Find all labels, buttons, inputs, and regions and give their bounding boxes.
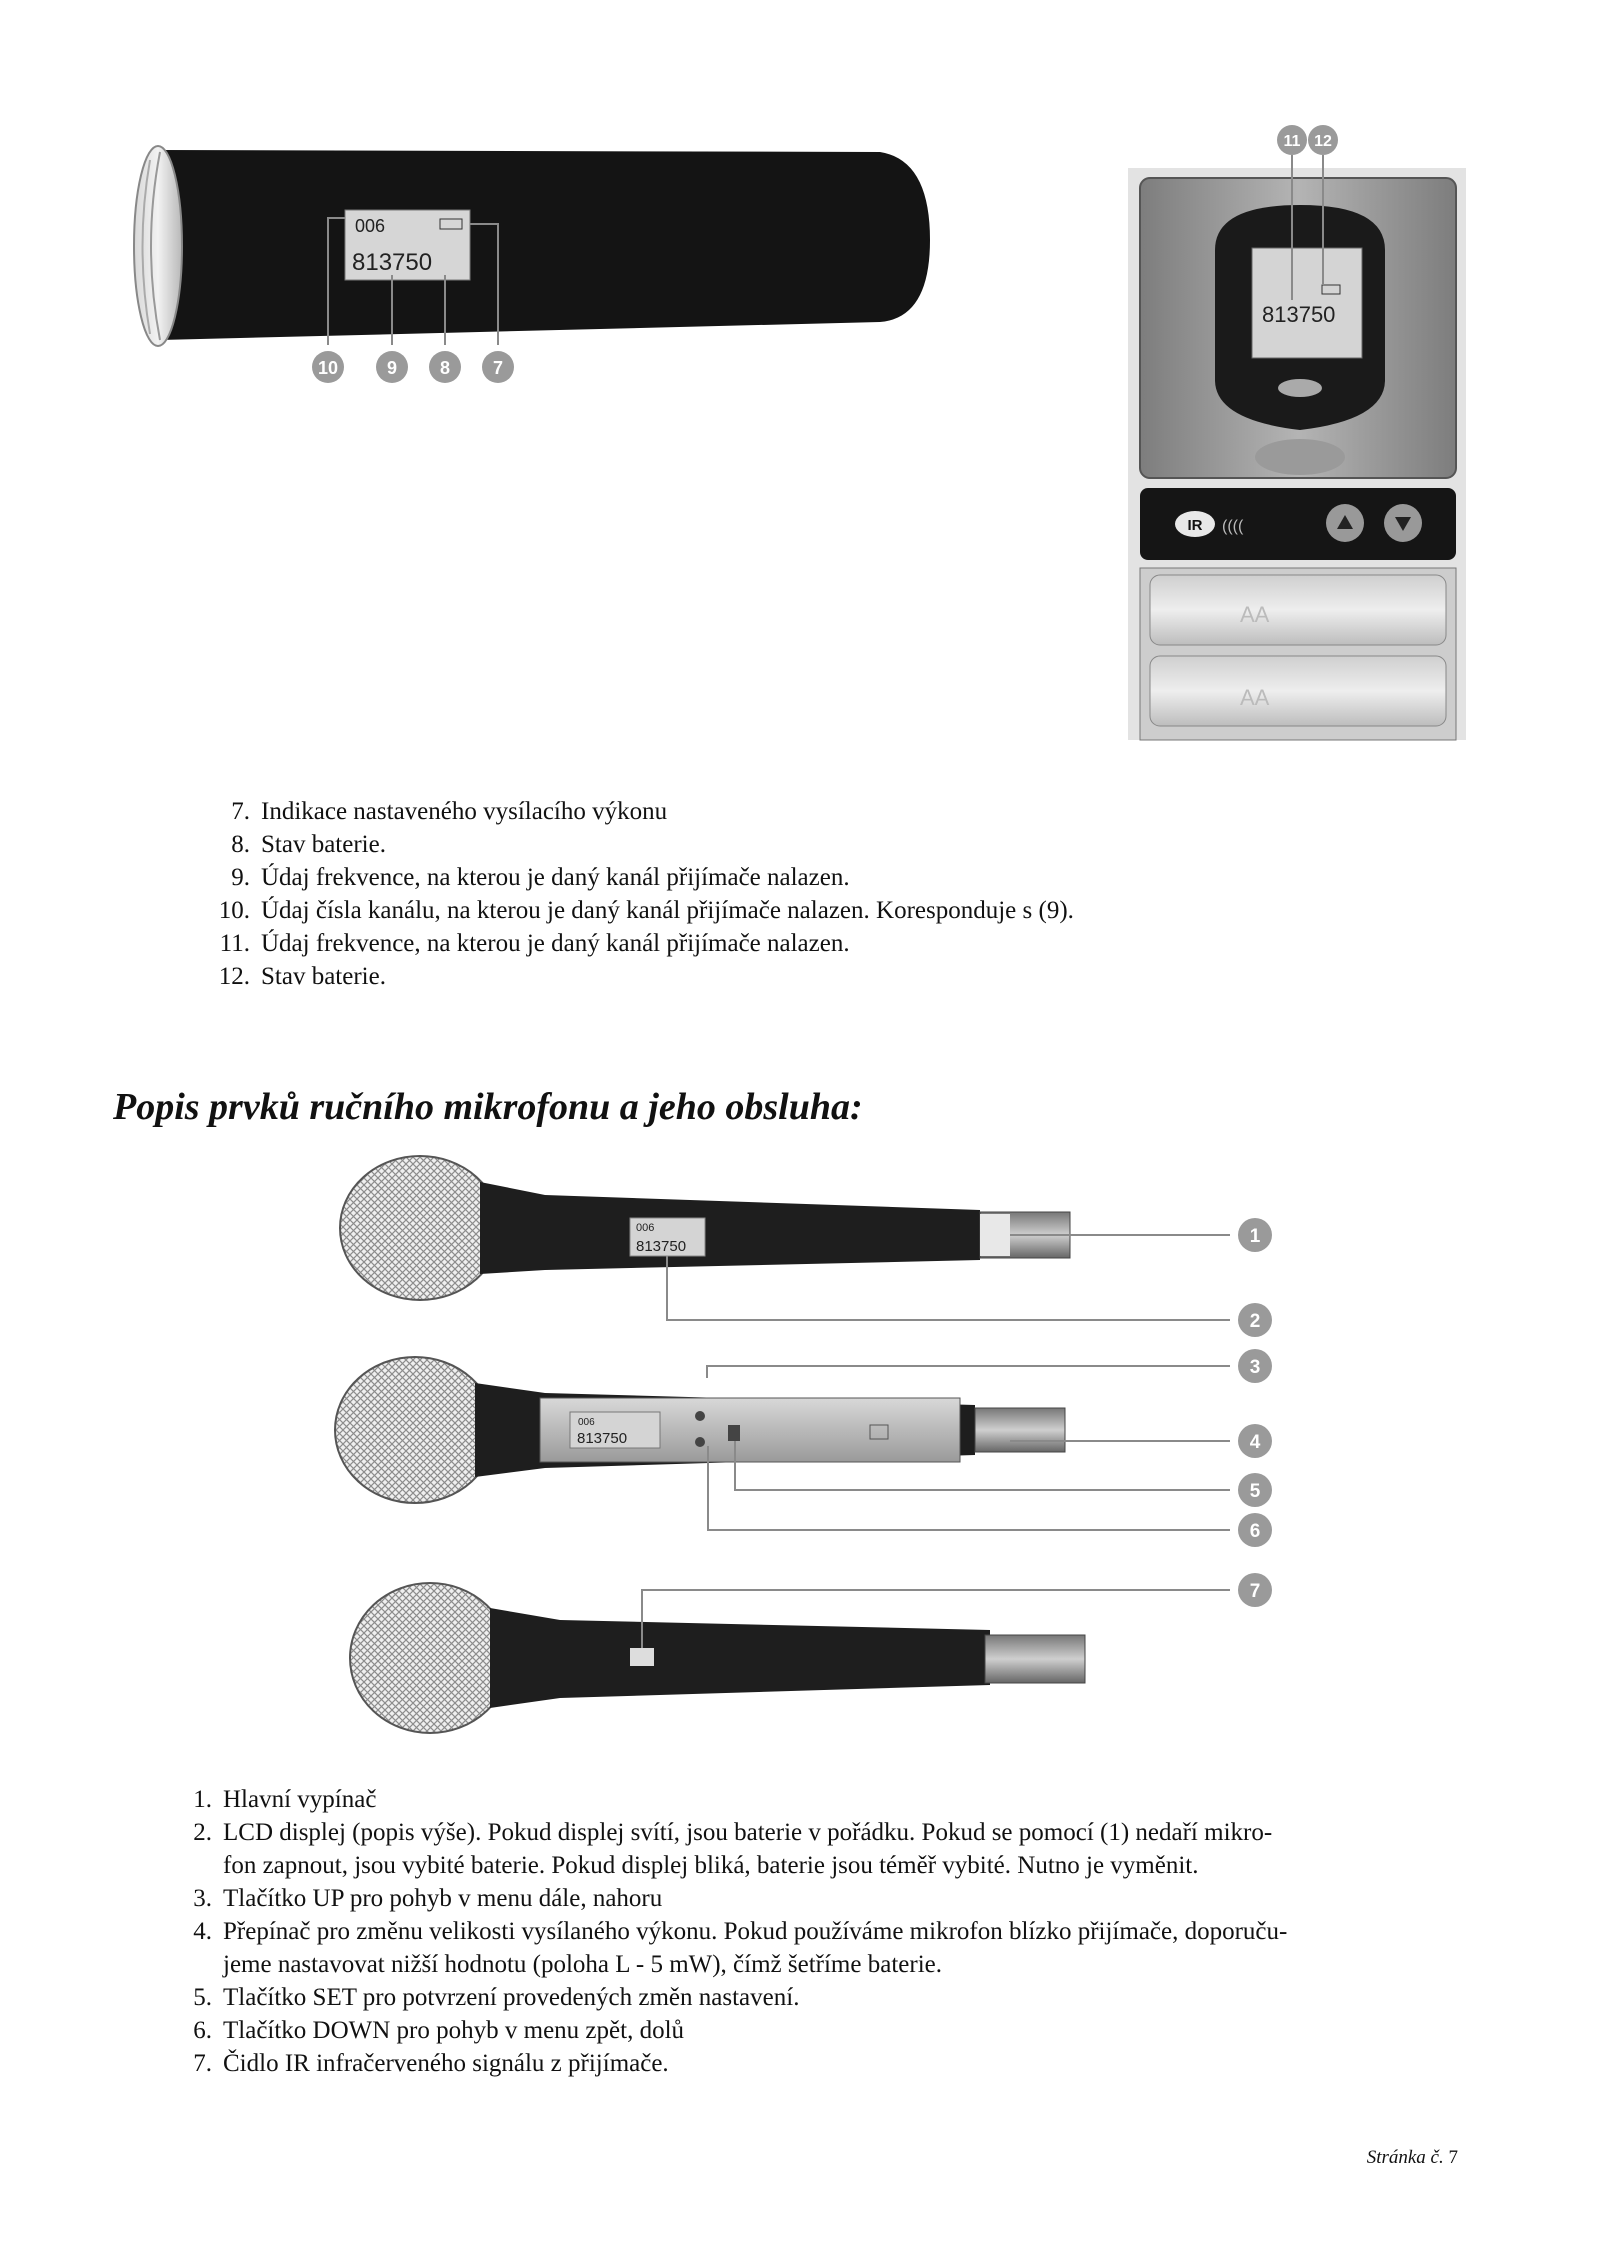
- callout-4: [1238, 1424, 1272, 1458]
- bodypack-transmitter: [1128, 168, 1466, 740]
- transmitter-figure: [0, 0, 1600, 760]
- handheld-lcd: [345, 210, 470, 280]
- handheld-lcd-channel: 006: [355, 216, 386, 236]
- handheld-transmitter-body: [134, 146, 930, 346]
- svg-text:((((: ((((: [1222, 518, 1244, 535]
- svg-text:2: 2: [1249, 1311, 1261, 1332]
- callout-12: [1308, 125, 1338, 155]
- svg-text:5: 5: [1249, 1481, 1261, 1502]
- list-item: 6. Tlačítko DOWN pro pohyb v menu zpět, dolů: [193, 2017, 685, 2044]
- display-legend-list: [210, 795, 1074, 993]
- callout-7: [1238, 1573, 1272, 1607]
- list-item: 1. Hlavní vypínač: [193, 1786, 377, 1813]
- svg-text:AA: AA: [1240, 602, 1270, 627]
- svg-text:813750: 813750: [577, 1430, 628, 1447]
- svg-text:7: 7: [492, 358, 504, 378]
- list-item: 3. Tlačítko UP pro pohyb v menu dále, nahoru: [193, 1885, 663, 1912]
- svg-text:006: 006: [578, 1417, 595, 1428]
- page-footer: [1367, 2147, 1458, 2169]
- svg-text:8: 8: [439, 358, 451, 378]
- list-item: 2. LCD displej (popis výše). Pokud displej svítí, jsou baterie v pořádku. Pokud se pomocí (1) nedaří mikro- fon zapnout, jsou vybité baterie. Pokud displej bliká, baterie jsou téměř vybité. Nutno je vyměnit.: [193, 1819, 1273, 1879]
- list-item: 9. Údaj frekvence, na kterou je daný kanál přijímače nalazen.: [231, 864, 850, 891]
- pack-lcd-frequency: 813750: [1262, 302, 1336, 327]
- up-button[interactable]: [695, 1411, 705, 1421]
- callout-1: [1238, 1218, 1272, 1252]
- mic-lcd-channel: 006: [636, 1222, 655, 1234]
- svg-text:4: 4: [1249, 1432, 1261, 1453]
- svg-text:1: 1: [1249, 1226, 1261, 1247]
- microphone-side-view: [350, 1583, 1085, 1733]
- mic-lcd-frequency: 813750: [636, 1238, 687, 1255]
- svg-text:10: 10: [317, 358, 339, 378]
- list-item: 10. Údaj čísla kanálu, na kterou je daný kanál přijímače nalazen. Koresponduje s (9).: [218, 897, 1074, 924]
- list-item: 7. Čidlo IR infračerveného signálu z přijímače.: [193, 2050, 669, 2077]
- svg-text:6: 6: [1249, 1521, 1261, 1542]
- down-button[interactable]: [695, 1437, 705, 1447]
- svg-text:11: 11: [1283, 133, 1301, 150]
- list-item: 5. Tlačítko SET pro potvrzení provedených změn nastavení.: [193, 1984, 800, 2011]
- callout-11: [1277, 125, 1307, 155]
- svg-text:7: 7: [1249, 1581, 1261, 1602]
- microphone-front-view: [340, 1156, 1070, 1300]
- callout-8: [429, 351, 461, 383]
- microphone-figure: [0, 1150, 1600, 1760]
- svg-text:AA: AA: [1240, 685, 1270, 710]
- list-item: 7. Indikace nastaveného vysílacího výkonu: [231, 798, 668, 825]
- svg-text:IR: IR: [1187, 517, 1203, 534]
- list-item: 4. Přepínač pro změnu velikosti vysílaného výkonu. Pokud používáme mikrofon blízko přijímače, doporuču- jeme nastavovat nižší hodnotu (poloha L - 5 mW), čímž šetříme baterie.: [193, 1918, 1288, 1978]
- handheld-lcd-frequency: 813750: [352, 249, 433, 276]
- callout-2: [1238, 1303, 1272, 1337]
- callout-7: [482, 351, 514, 383]
- callout-10: [312, 351, 344, 383]
- power-switch[interactable]: [728, 1425, 740, 1441]
- section-heading: Popis prvků ručního mikrofonu a jeho obsluha:: [113, 1086, 863, 1128]
- svg-text:12: 12: [1314, 133, 1332, 150]
- callout-9: [376, 351, 408, 383]
- list-item: 12. Stav baterie.: [218, 963, 386, 990]
- svg-text:9: 9: [386, 358, 398, 378]
- microphone-controls-list: [178, 1783, 1468, 2080]
- svg-text:3: 3: [1249, 1357, 1261, 1378]
- list-item: 8. Stav baterie.: [231, 831, 386, 858]
- callout-5: [1238, 1473, 1272, 1507]
- page-number: 7: [1448, 2147, 1458, 2168]
- callout-3: [1238, 1349, 1272, 1383]
- microphone-open-panel-view: [335, 1357, 1065, 1503]
- callout-6: [1238, 1513, 1272, 1547]
- page-label: Stránka č.: [1366, 2147, 1444, 2168]
- list-item: 11. Údaj frekvence, na kterou je daný kanál přijímače nalazen.: [219, 930, 850, 957]
